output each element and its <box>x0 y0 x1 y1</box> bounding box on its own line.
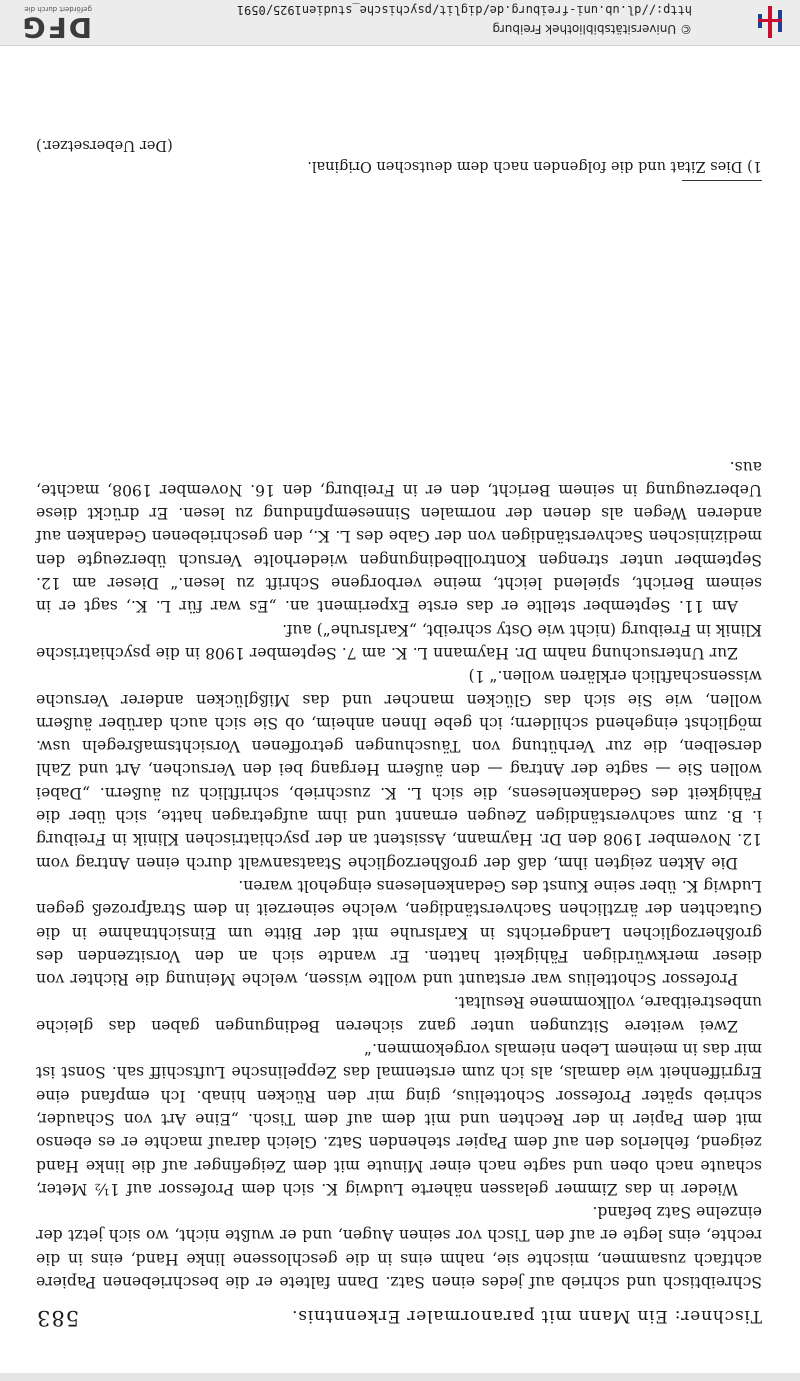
paragraph: Schreibtisch und schrieb auf jedes einen Satz. Dann faltete er die beschriebenen Papiere achtfach zusammen, mischte sie, nahm eins in die geschlossene linke Hand, eins in die rechte, eins legte er auf den Tisch vor seinen Augen, und er wußte nicht, wo sich jetzt der einzelne Satz befand. <box>36 1203 762 1291</box>
paragraph: Wieder in das Zimmer gelassen näherte Ludwig K. sich dem Professor auf 1½ Meter, schaute nach oben und sagte nach einer Minute mit dem Zeigefinger auf die linke Hand zeigend, fehlerlos den auf dem Papier stehenden Satz. Gleich darauf machte er es ebenso mit dem Papier in der Rechten und mit dem auf dem Tisch. „Eine Art von Schauder, schrieb später Professor Schottelius, ging mir den Rücken hinab. Ich empfand eine Ergriffenheit wie damals, als ich zum erstenmal das Zeppelinsche Luftschiff sah. Sonst ist mir das in meinem Leben niemals vorgekommen.“ <box>36 1040 762 1198</box>
paragraph: Die Akten zeigten ihm, daß der großherzogliche Staatsanwalt durch einen Antrag vom 12. November 1908 den Dr. Haymann, Assistent an der psychiatrischen Klinik in Freiburg i. B. zum sachverständigen Zeugen ernannt und ihm aufgetragen hatte, sich über die Fähigkeit des Gedankenlesens, die sich L. K. zuschrieb, schriftlich zu äußern. „Dabei wollen Sie — sagte der Antrag — den äußern Hergang bei den Versuchen, Art und Zahl derselben, die zur Verhütung von Täuschungen getroffenen Vorsichtsmaßregeln usw. möglichst eingehend schildern; ich gebe Ihnen anheim, ob Sie sich auch darüber äußern wollen, wie Sie sich das Glücken mancher und das Mißglücken anderer Versuche wissenschaftlich erklären wollen.“ 1) <box>36 667 762 872</box>
paragraph: Zur Untersuchung nahm Dr. Haymann L. K. am 7. September 1908 in die psychiatrische Klinik in Freiburg (nicht wie Osty schreibt, „Karlsruhe“) auf. <box>36 620 762 662</box>
page-number: 583 <box>36 1306 80 1330</box>
viewer-footer <box>0 0 800 46</box>
footnote <box>36 134 762 176</box>
top-edge-strip <box>0 1373 800 1381</box>
ub-freiburg-logo-icon <box>752 4 788 40</box>
main-text <box>36 454 762 1293</box>
dfg-logo-caption: gefördert durch die <box>24 5 92 13</box>
source-url-link[interactable]: http://dl.ub.uni-freiburg.de/diglit/psychische_studien1925/0591 <box>236 3 692 17</box>
copyright-text: © Universitätsbibliothek Freiburg <box>492 22 692 36</box>
dfg-logo-mark: DFG <box>20 11 92 44</box>
running-title: Tischner: Ein Mann mit paranormaler Erkenntnis. <box>291 1306 762 1326</box>
footnote-text: 1) Dies Zitat und die folgenden nach dem deutschen Original. <box>307 158 762 174</box>
dfg-logo <box>8 5 92 44</box>
footnote-divider <box>682 180 762 181</box>
page-header <box>36 1304 762 1330</box>
paragraph: Am 11. September stellte er das erste Experiment an. „Es war für L. K., sagt er in seinem Bericht, spielend leicht, meine verborgene Schrift zu lesen.“ Dieser am 12. September unter strengen Kontrollbedingungen wiederholte Versuch überzeugte den medizinischen Sachverständigen von der Gabe des L. K., den geschriebenen Gedanken auf anderen Wegen als denen der normalen Sinnesempfindung zu lesen. Er drückt diese Ueberzeugung in seinem Bericht, den er in Freiburg, den 16. November 1908, machte, aus. <box>36 457 762 616</box>
paragraph: Professor Schottelius war erstaunt und wollte wissen, welche Meinung die Richter von dieser merkwürdigen Fähigkeit hatten. Er wandte sich an den Vorsitzenden des großherzoglichen Landgerichts in Karlsruhe mit der Bitte um Einsichtnahme in die Gutachten der ärztlichen Sachverständigen, welche seinerzeit in dem Strafprozeß gegen Ludwig K. über seine Kunst des Gedankenlesens eingeholt waren. <box>36 876 762 989</box>
paragraph: Zwei weitere Sitzungen unter ganz sicheren Bedingungen gaben das gleiche unbestreitbare, vollkommene Resultat. <box>36 993 762 1035</box>
footnote-translator: (Der Uebersetzer.) <box>36 137 173 153</box>
